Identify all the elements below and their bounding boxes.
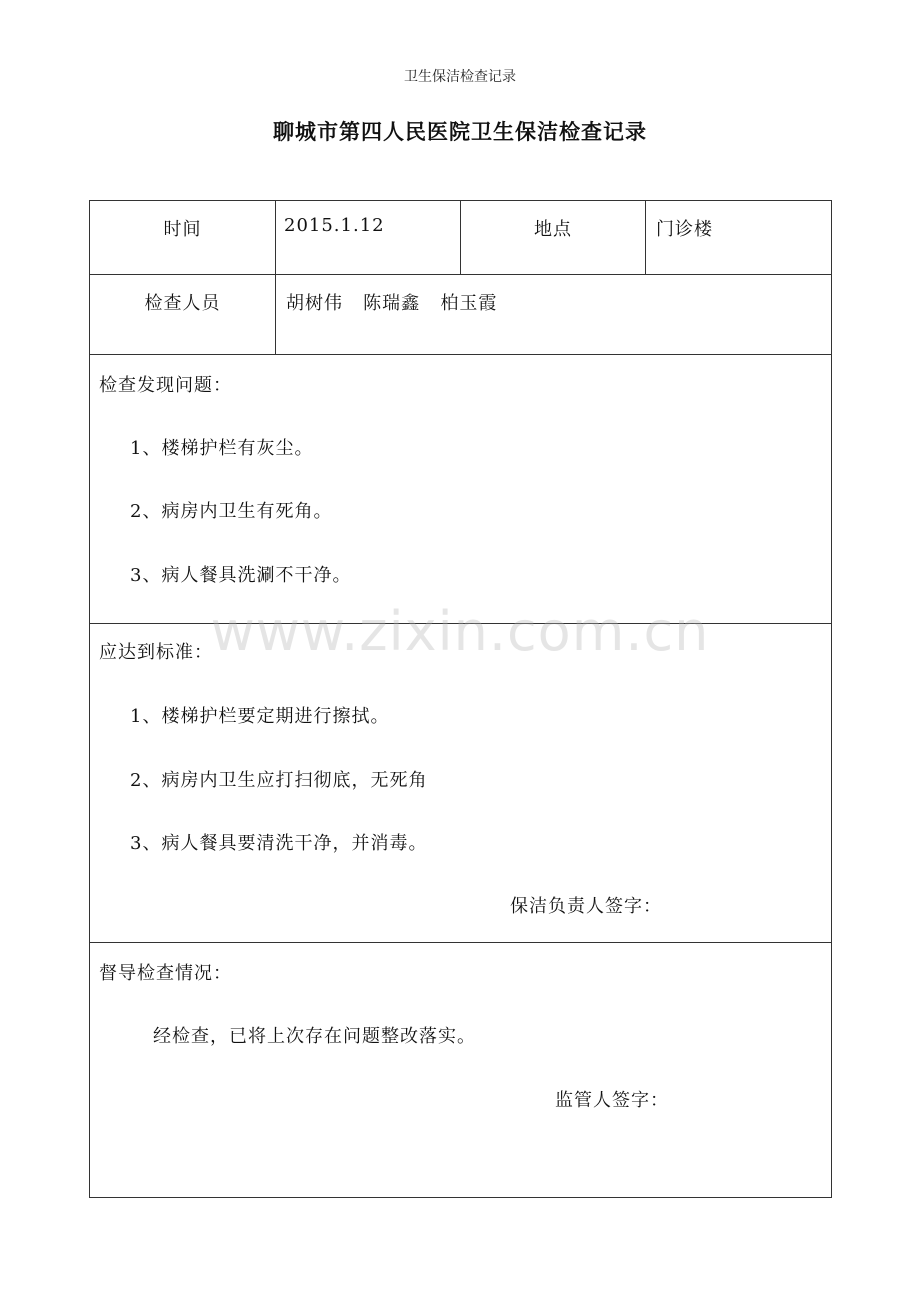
supervision-heading: 督导检查情况：: [99, 963, 232, 984]
problems-heading: 检查发现问题：: [99, 375, 232, 396]
supervision-content: 经检查，已将上次存在问题整改落实。: [153, 1026, 476, 1047]
standard-item-2: 2、病房内卫生应打扫彻底，无死角: [130, 770, 428, 791]
cleaner-signature-label: 保洁负责人签字：: [510, 896, 662, 917]
inspectors-label-cell: [89, 274, 276, 355]
inspectors-value-cell: [275, 274, 832, 355]
inspectors-label: 检查人员: [144, 293, 221, 314]
place-value-cell: [645, 200, 832, 275]
place-value: 门诊楼: [656, 219, 713, 240]
document-title: 聊城市第四人民医院卫生保洁检查记录: [273, 120, 647, 144]
standards-heading: 应达到标准：: [99, 642, 213, 663]
supervision-section: [89, 942, 832, 1198]
page-header: 卫生保洁检查记录: [404, 69, 516, 85]
supervisor-signature-label: 监管人签字：: [555, 1090, 669, 1111]
time-label-cell: [89, 200, 276, 275]
time-label: 时间: [163, 219, 202, 240]
time-value: 2015.1.12: [284, 215, 385, 236]
standards-section: [89, 623, 832, 943]
standard-item-1: 1、楼梯护栏要定期进行擦拭。: [130, 706, 390, 727]
place-label: 地点: [534, 219, 572, 240]
problems-section: [89, 354, 832, 624]
problem-item-3: 3、病人餐具洗涮不干净。: [130, 565, 352, 586]
standard-item-3: 3、病人餐具要清洗干净，并消毒。: [130, 833, 428, 854]
inspectors-value: 胡树伟 陈瑞鑫 柏玉霞: [286, 293, 498, 314]
time-value-cell: [275, 200, 461, 275]
watermark: www.zixin.com.cn: [210, 600, 710, 663]
place-label-cell: [460, 200, 646, 275]
problem-item-1: 1、楼梯护栏有灰尘。: [130, 438, 314, 459]
problem-item-2: 2、病房内卫生有死角。: [130, 501, 333, 522]
